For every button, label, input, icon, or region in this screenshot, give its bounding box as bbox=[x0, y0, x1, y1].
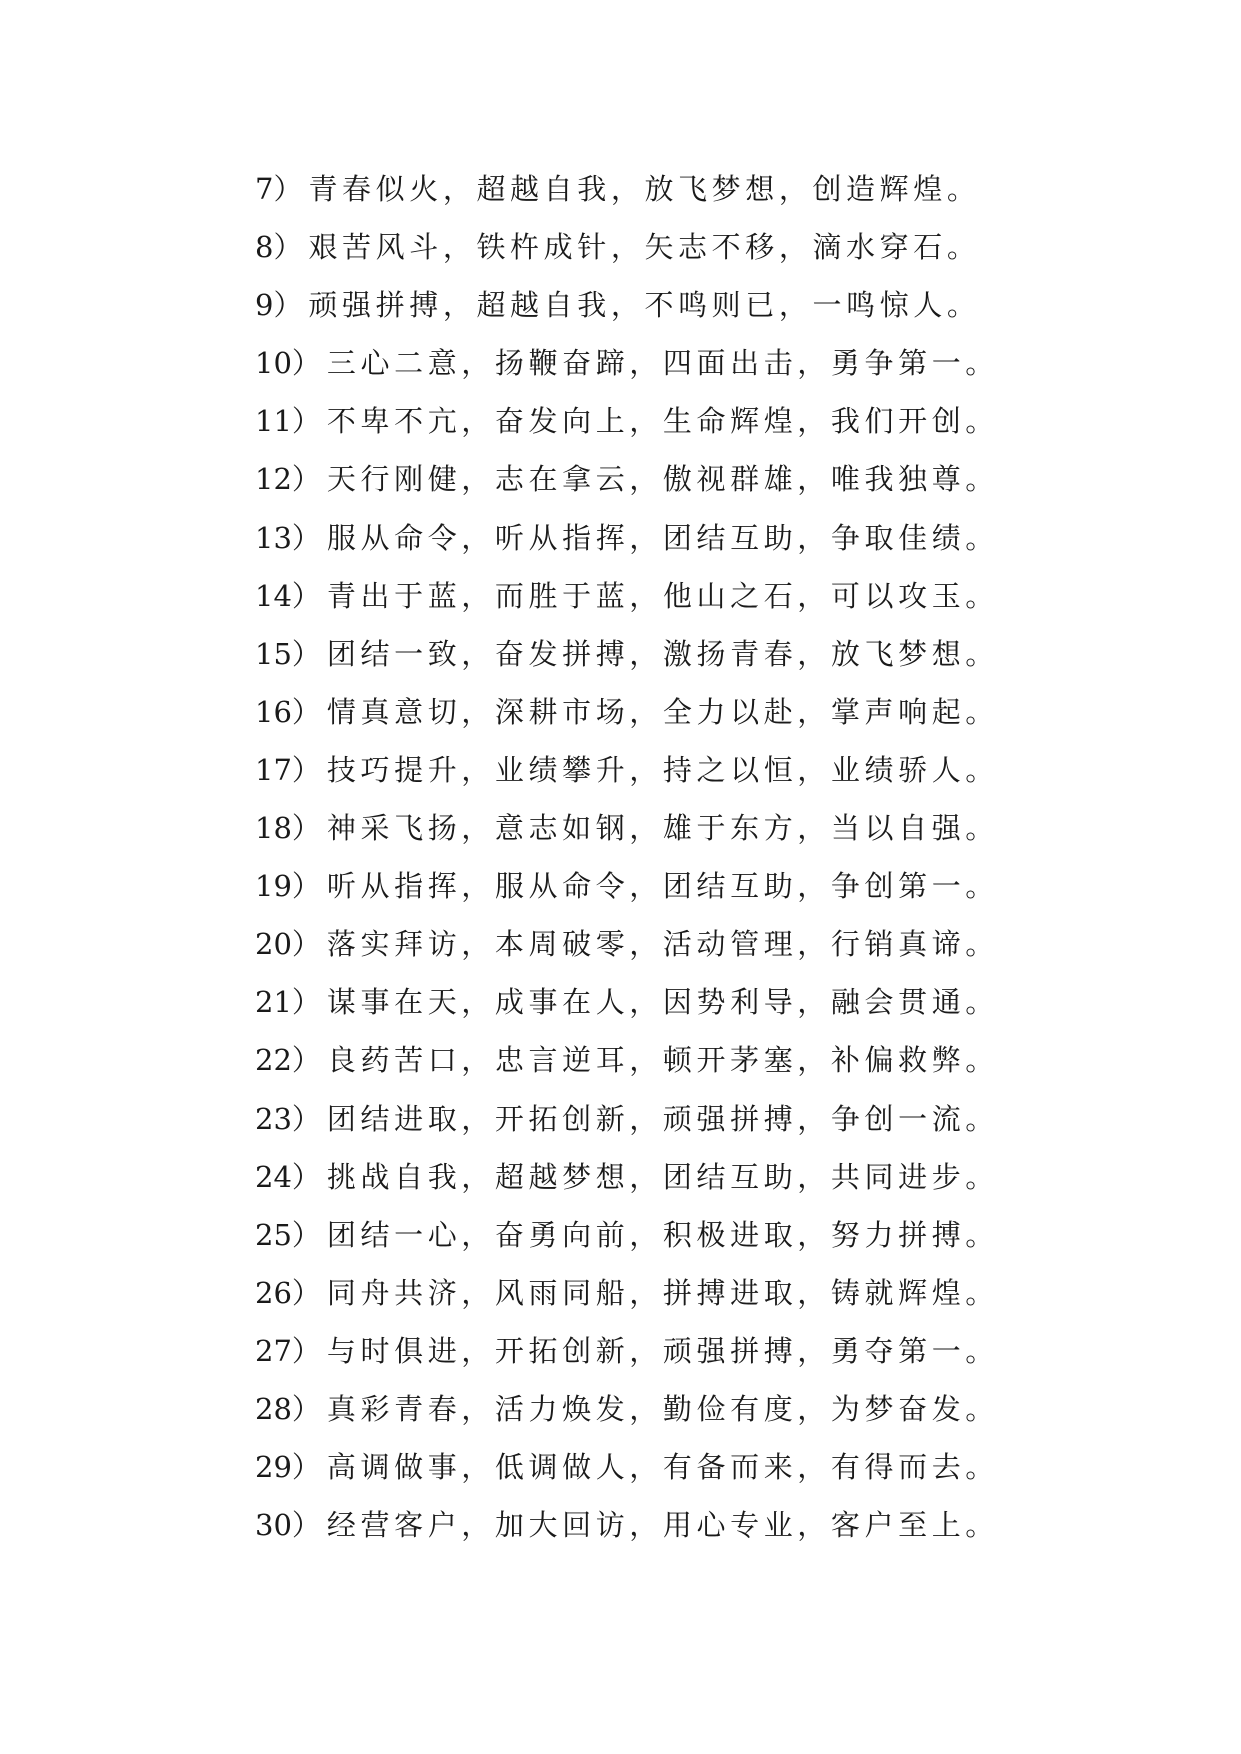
item-number: 25） bbox=[255, 1217, 321, 1252]
item-text: 高调做事，低调做人，有备而来，有得而去。 bbox=[326, 1450, 999, 1485]
item-text: 青春似火，超越自我，放飞梦想，创造辉煌。 bbox=[308, 172, 981, 206]
item-text: 团结一心，奋勇向前，积极进取，努力拼搏。 bbox=[326, 1217, 999, 1252]
item-text: 谋事在天，成事在人，因势利导，融会贯通。 bbox=[326, 985, 999, 1020]
list-item bbox=[255, 1322, 1015, 1380]
list-item bbox=[255, 1264, 1015, 1322]
item-number: 7） bbox=[255, 172, 303, 206]
item-text: 良药苦口，忠言逆耳，顿开茅塞，补偏救弊。 bbox=[326, 1043, 999, 1078]
list-item bbox=[255, 1031, 1015, 1089]
list-item bbox=[255, 683, 1015, 741]
list-item bbox=[255, 1090, 1015, 1148]
item-number: 13） bbox=[255, 520, 321, 555]
item-number: 11） bbox=[255, 404, 321, 439]
list-item bbox=[255, 276, 1015, 334]
list-item bbox=[255, 334, 1015, 392]
item-text: 顽强拼搏，超越自我，不鸣则已，一鸣惊人。 bbox=[308, 288, 981, 323]
item-number: 16） bbox=[255, 694, 321, 729]
item-number: 24） bbox=[255, 1159, 321, 1194]
list-item bbox=[255, 799, 1015, 857]
list-item bbox=[255, 160, 1015, 218]
item-text: 天行刚健，志在拿云，傲视群雄，唯我独尊。 bbox=[326, 462, 999, 497]
item-text: 不卑不亢，奋发向上，生命辉煌，我们开创。 bbox=[326, 404, 999, 439]
item-number: 23） bbox=[255, 1101, 321, 1136]
item-text: 团结进取，开拓创新，顽强拼搏，争创一流。 bbox=[326, 1101, 999, 1136]
item-number: 27） bbox=[255, 1333, 321, 1368]
item-number: 8） bbox=[255, 230, 303, 265]
list-item bbox=[255, 218, 1015, 276]
list-item bbox=[255, 625, 1015, 683]
item-number: 21） bbox=[255, 985, 321, 1020]
list-item bbox=[255, 857, 1015, 915]
item-text: 团结一致，奋发拼搏，激扬青春，放飞梦想。 bbox=[326, 636, 999, 671]
item-number: 9） bbox=[255, 288, 303, 323]
item-text: 神采飞扬，意志如钢，雄于东方，当以自强。 bbox=[326, 811, 999, 846]
item-number: 22） bbox=[255, 1043, 321, 1078]
item-text: 同舟共济，风雨同船，拼搏进取，铸就辉煌。 bbox=[326, 1275, 999, 1310]
item-text: 落实拜访，本周破零，活动管理，行销真谛。 bbox=[326, 927, 999, 962]
list-item bbox=[255, 741, 1015, 799]
list-item bbox=[255, 1206, 1015, 1264]
list-item bbox=[255, 1496, 1015, 1554]
list-item bbox=[255, 915, 1015, 973]
item-number: 17） bbox=[255, 752, 321, 787]
item-number: 14） bbox=[255, 578, 321, 613]
slogan-list bbox=[255, 160, 1015, 1554]
item-text: 经营客户，加大回访，用心专业，客户至上。 bbox=[326, 1508, 999, 1543]
item-number: 19） bbox=[255, 869, 321, 904]
item-text: 挑战自我，超越梦想，团结互助，共同进步。 bbox=[326, 1159, 999, 1194]
item-number: 15） bbox=[255, 636, 321, 671]
item-text: 技巧提升，业绩攀升，持之以恒，业绩骄人。 bbox=[326, 752, 999, 787]
list-item bbox=[255, 1148, 1015, 1206]
item-number: 10） bbox=[255, 346, 321, 381]
list-item bbox=[255, 973, 1015, 1031]
list-item bbox=[255, 450, 1015, 508]
item-text: 听从指挥，服从命令，团结互助，争创第一。 bbox=[326, 869, 999, 904]
item-text: 三心二意，扬鞭奋蹄，四面出击，勇争第一。 bbox=[326, 346, 999, 381]
item-number: 28） bbox=[255, 1391, 321, 1426]
list-item bbox=[255, 392, 1015, 450]
item-text: 与时俱进，开拓创新，顽强拼搏，勇夺第一。 bbox=[326, 1333, 999, 1368]
item-text: 艰苦风斗，铁杵成针，矢志不移，滴水穿石。 bbox=[308, 230, 981, 265]
item-number: 29） bbox=[255, 1450, 321, 1485]
list-item bbox=[255, 509, 1015, 567]
list-item bbox=[255, 567, 1015, 625]
list-item bbox=[255, 1380, 1015, 1438]
item-number: 20） bbox=[255, 927, 321, 962]
item-text: 服从命令，听从指挥，团结互助，争取佳绩。 bbox=[326, 520, 999, 555]
item-number: 26） bbox=[255, 1275, 321, 1310]
item-text: 青出于蓝，而胜于蓝，他山之石，可以攻玉。 bbox=[326, 578, 999, 613]
item-number: 12） bbox=[255, 462, 321, 497]
item-text: 情真意切，深耕市场，全力以赴，掌声响起。 bbox=[326, 694, 999, 729]
item-number: 18） bbox=[255, 811, 321, 846]
item-number: 30） bbox=[255, 1508, 321, 1543]
item-text: 真彩青春，活力焕发，勤俭有度，为梦奋发。 bbox=[326, 1391, 999, 1426]
list-item bbox=[255, 1438, 1015, 1496]
